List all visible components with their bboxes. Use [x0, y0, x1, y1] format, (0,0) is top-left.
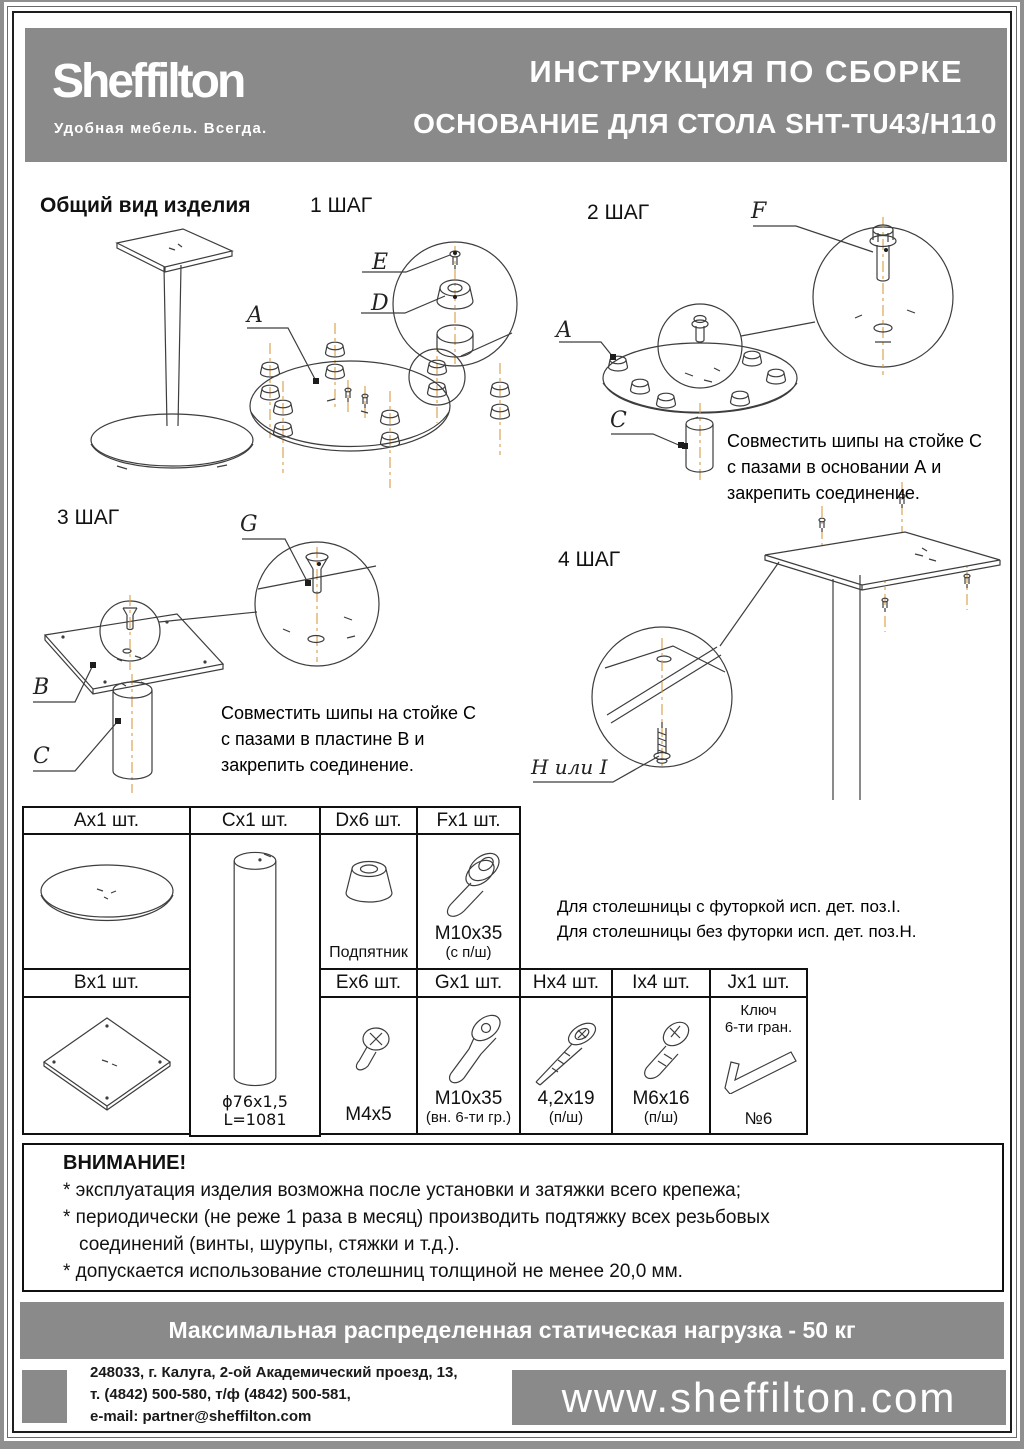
part-f-cell: [416, 833, 521, 970]
step4-note-line1: Для столешницы с футоркой исп. дет. поз.I.: [557, 897, 901, 916]
step4-diagram: [533, 482, 1000, 800]
page-edge-top: [0, 0, 1024, 2]
footer-phone-line: т. (4842) 500-580, т/ф (4842) 500-581,: [90, 1386, 351, 1403]
part-b-header: [22, 968, 191, 998]
part-g-qty: Gx1 шт.: [434, 972, 503, 993]
step2-note: [727, 428, 982, 506]
step3-title: 3 ШАГ: [57, 506, 120, 529]
step2-note-line2: с пазами в основании А и: [727, 457, 942, 477]
part-e-icon: [329, 1014, 409, 1080]
step4-title: 4 ШАГ: [558, 548, 621, 571]
step3-callout-g: G: [240, 512, 258, 537]
part-d-icon: [329, 853, 409, 913]
step1-callout-e: E: [372, 250, 389, 275]
max-load-text: Максимальная распределенная статическая нагрузка - 50 кг: [168, 1317, 856, 1343]
step3-note: [221, 700, 476, 778]
part-h-icon: [516, 1006, 616, 1086]
part-i-qty: Ix4 шт.: [632, 972, 690, 993]
part-c-qty: Cx1 шт.: [221, 809, 289, 831]
footer-logo-square: [22, 1370, 67, 1423]
part-b-icon: [32, 1004, 182, 1129]
step3-note-line2: с пазами в пластине В и: [221, 729, 425, 749]
product-title: ОСНОВАНИЕ ДЛЯ СТОЛА SHT-TU43/H110: [413, 108, 997, 139]
part-j-cell: [709, 996, 808, 1135]
footer-address-line1: 248033, г. Калуга, 2-ой Академический проезд, 13,: [90, 1364, 458, 1381]
page-edge-bottom: [0, 1441, 1024, 1449]
part-a-cell: [22, 833, 191, 970]
step1-title: 1 ШАГ: [310, 194, 373, 217]
part-f-icon: [424, 839, 514, 923]
part-g-cell: [416, 996, 521, 1135]
step3-note-line1: Совместить шипы на стойке С: [221, 703, 477, 723]
part-h-header: [519, 968, 613, 998]
part-c-spec: ϕ76x1,5 L=1081: [222, 1092, 288, 1129]
part-e-header: [319, 968, 418, 998]
page-edge-right: [1020, 0, 1024, 1449]
part-i-cell: [611, 996, 711, 1135]
step3-callout-c: C: [33, 744, 50, 769]
general-view-drawing: [91, 229, 253, 469]
part-a-icon: [27, 841, 187, 961]
doc-title: ИНСТРУКЦИЯ ПО СБОРКЕ: [529, 54, 963, 89]
max-load-banner: [20, 1302, 1004, 1359]
part-c-icon: [200, 843, 310, 1093]
brand-tagline: Удобная мебель. Всегда.: [54, 120, 268, 137]
part-c-cell: [189, 833, 321, 1137]
part-j-icon: [711, 1036, 807, 1094]
part-f-qty: Fx1 шт.: [436, 809, 501, 831]
part-d-caption: Подпятник: [329, 944, 408, 961]
part-f-header: [416, 806, 521, 835]
part-g-header: [416, 968, 521, 998]
step2-note-line1: Совместить шипы на стойке С: [727, 431, 983, 451]
warning-line2: * периодически (не реже 1 раза в месяц) производить подтяжку всех резьбовых: [63, 1207, 770, 1228]
brand-logo: Sheffilton: [52, 55, 244, 108]
footer-email-line: e-mail: partner@sheffilton.com: [90, 1408, 312, 1425]
step3-note-line3: закрепить соединение.: [221, 755, 414, 775]
step3-callout-b: B: [33, 675, 50, 700]
step4-note: [557, 894, 917, 944]
step2-callout-c: C: [610, 408, 627, 433]
warning-line4: * допускается использование столешниц толщиной не менее 20,0 мм.: [63, 1261, 683, 1282]
part-g-caption: M10x35: [434, 1088, 503, 1109]
step4-note-line2: Для столешницы без футорки исп. дет. поз.Н.: [557, 922, 917, 941]
part-a-header: [22, 806, 191, 835]
part-j-caption-top1: Ключ: [740, 1002, 777, 1019]
part-f-caption: M10x35: [434, 923, 503, 944]
part-h-caption2: (п/ш): [548, 1109, 584, 1126]
part-i-header: [611, 968, 711, 998]
website-banner: [512, 1370, 1006, 1425]
step1-callout-d: D: [371, 291, 389, 316]
part-e-caption: M4x5: [345, 1104, 392, 1125]
part-j-qty: Jx1 шт.: [727, 972, 790, 993]
part-c-header: [189, 806, 321, 835]
part-i-caption: M6x16: [632, 1088, 690, 1109]
part-h-caption: 4,2x19: [537, 1088, 595, 1109]
part-h-cell: [519, 996, 613, 1135]
part-b-qty: Bx1 шт.: [73, 972, 140, 993]
part-i-caption2: (п/ш): [643, 1109, 679, 1126]
step4-callout-h-or-i: Н или I: [531, 755, 608, 779]
step2-callout-f: F: [751, 199, 767, 224]
part-d-qty: Dx6 шт.: [335, 809, 402, 831]
step2-note-line3: закрепить соединение.: [727, 483, 920, 503]
step2-title: 2 ШАГ: [587, 201, 650, 224]
part-g-icon: [424, 1002, 514, 1088]
part-d-cell: [319, 833, 418, 970]
part-e-qty: Ex6 шт.: [335, 972, 402, 993]
warning-line1: * эксплуатация изделия возможна после установки и затяжки всего крепежа;: [63, 1180, 742, 1201]
step2-callout-a: A: [556, 318, 572, 343]
part-d-header: [319, 806, 418, 835]
part-j-header: [709, 968, 808, 998]
header-banner: [25, 28, 1007, 162]
part-e-cell: [319, 996, 418, 1135]
part-g-caption2: (вн. 6-ти гр.): [425, 1109, 512, 1126]
step1-diagram: [247, 242, 517, 488]
part-b-cell: [22, 996, 191, 1135]
part-j-caption-bottom: №6: [744, 1109, 773, 1128]
website-url: www.sheffilton.com: [561, 1373, 957, 1421]
warning-line3: соединений (винты, шурупы, стяжки и т.д.).: [79, 1234, 460, 1255]
page-edge-left: [0, 0, 4, 1449]
part-f-caption2: (с п/ш): [445, 944, 492, 961]
part-h-qty: Hx4 шт.: [532, 972, 600, 993]
part-a-qty: Ax1 шт.: [73, 809, 140, 831]
part-i-icon: [616, 1008, 706, 1084]
overview-title: Общий вид изделия: [40, 194, 251, 217]
warning-title: ВНИМАНИЕ!: [63, 1152, 187, 1174]
step1-callout-a: A: [247, 303, 263, 328]
part-j-caption-top2: 6-ти гран.: [724, 1019, 793, 1036]
